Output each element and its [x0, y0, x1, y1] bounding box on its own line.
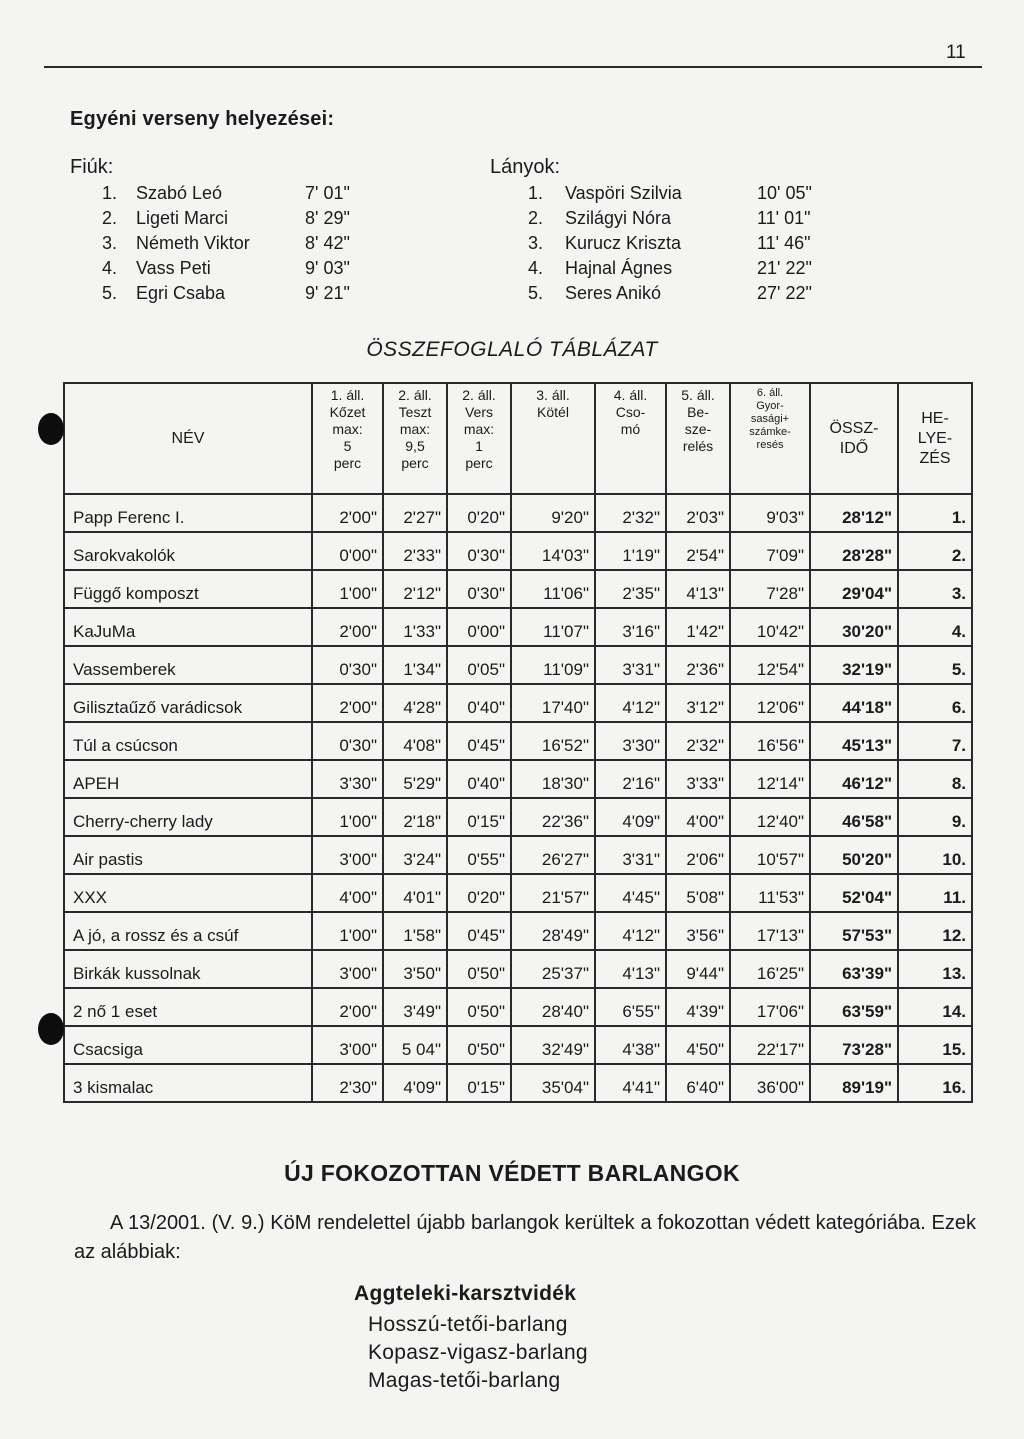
cave-list-item: Kopasz-vigasz-barlang [368, 1341, 588, 1364]
cell-station-3: 26'27" [511, 836, 595, 874]
column-header-station-1: 1. áll. Kőzet max: 5 perc [312, 383, 383, 494]
table-row [64, 608, 972, 646]
cell-station-3: 16'52" [511, 722, 595, 760]
team-name-cell: Függő komposzt [64, 570, 312, 608]
cell-station-1: 1'00" [312, 570, 383, 608]
cell-total-time: 63'59" [810, 988, 898, 1026]
competitor-time: 11' 46" [757, 233, 811, 253]
team-name-cell: 2 nő 1 eset [64, 988, 312, 1026]
boys-rank-row [70, 256, 400, 281]
cell-total-time: 28'12" [810, 494, 898, 532]
girls-rank-row [490, 181, 850, 206]
table-row [64, 684, 972, 722]
team-name-cell: Air pastis [64, 836, 312, 874]
cell-station-1: 2'00" [312, 684, 383, 722]
competitor-name: Vaspöri Szilvia [565, 183, 682, 203]
cell-station-2a: 3'50" [383, 950, 447, 988]
cell-station-4: 4'38" [595, 1026, 666, 1064]
cell-station-2b: 0'40" [447, 760, 511, 798]
cell-station-2a: 2'27" [383, 494, 447, 532]
boys-rank-row [70, 206, 400, 231]
cell-station-2b: 0'45" [447, 722, 511, 760]
team-name-cell: Cherry-cherry lady [64, 798, 312, 836]
team-name-cell: Birkák kussolnak [64, 950, 312, 988]
cell-station-2b: 0'55" [447, 836, 511, 874]
cell-station-5: 5'08" [666, 874, 730, 912]
cell-station-4: 2'32" [595, 494, 666, 532]
table-row [64, 1064, 972, 1102]
boys-heading: Fiúk: [70, 156, 114, 178]
competitor-time: 27' 22" [757, 283, 812, 303]
competitor-name: Seres Anikó [565, 283, 662, 303]
cell-station-3: 25'37" [511, 950, 595, 988]
cell-station-2a: 2'33" [383, 532, 447, 570]
cell-station-2b: 0'50" [447, 988, 511, 1026]
summary-table-title: ÖSSZEFOGLALÓ TÁBLÁZAT [366, 338, 658, 361]
team-name-cell: Papp Ferenc I. [64, 494, 312, 532]
cell-placement: 2. [898, 532, 972, 570]
boys-ranking [70, 156, 400, 306]
cell-station-6: 10'57" [730, 836, 810, 874]
cave-list-item: Magas-tetői-barlang [368, 1369, 561, 1392]
competitor-time: 10' 05" [757, 183, 812, 203]
cell-total-time: 45'13" [810, 722, 898, 760]
cell-station-2b: 0'20" [447, 874, 511, 912]
cell-station-5: 4'00" [666, 798, 730, 836]
cell-station-5: 3'33" [666, 760, 730, 798]
cell-station-1: 4'00" [312, 874, 383, 912]
table-row [64, 836, 972, 874]
boys-rank-row [70, 181, 400, 206]
header-rule [44, 66, 982, 68]
cell-placement: 8. [898, 760, 972, 798]
cell-station-2b: 0'45" [447, 912, 511, 950]
cell-placement: 7. [898, 722, 972, 760]
cell-station-4: 1'19" [595, 532, 666, 570]
cell-station-6: 12'06" [730, 684, 810, 722]
team-name-cell: 3 kismalac [64, 1064, 312, 1102]
competitor-name: Ligeti Marci [136, 208, 229, 228]
team-name-cell: APEH [64, 760, 312, 798]
cell-placement: 16. [898, 1064, 972, 1102]
cell-station-4: 4'12" [595, 684, 666, 722]
cell-station-5: 1'42" [666, 608, 730, 646]
cell-station-1: 2'30" [312, 1064, 383, 1102]
cell-station-5: 2'06" [666, 836, 730, 874]
cell-station-4: 2'35" [595, 570, 666, 608]
table-row [64, 874, 972, 912]
cell-placement: 4. [898, 608, 972, 646]
competitor-time: 8' 42" [305, 233, 350, 253]
caves-heading: ÚJ FOKOZOTTAN VÉDETT BARLANGOK [284, 1160, 740, 1186]
column-header-total-time: ÖSSZ- IDŐ [810, 383, 898, 494]
cell-station-2b: 0'50" [447, 1026, 511, 1064]
cell-station-6: 7'09" [730, 532, 810, 570]
cell-station-2b: 0'50" [447, 950, 511, 988]
cell-station-1: 0'30" [312, 646, 383, 684]
cell-placement: 6. [898, 684, 972, 722]
cell-station-5: 4'39" [666, 988, 730, 1026]
cell-total-time: 63'39" [810, 950, 898, 988]
cell-total-time: 52'04" [810, 874, 898, 912]
cell-station-2a: 3'24" [383, 836, 447, 874]
table-row [64, 494, 972, 532]
cell-station-3: 9'20" [511, 494, 595, 532]
table-row [64, 760, 972, 798]
cell-total-time: 50'20" [810, 836, 898, 874]
cell-placement: 9. [898, 798, 972, 836]
rank-number: 2. [528, 208, 544, 228]
cell-placement: 12. [898, 912, 972, 950]
page-number: 11 [946, 42, 966, 63]
competitor-name: Szilágyi Nóra [565, 208, 672, 228]
individual-title: Egyéni verseny helyezései: [70, 108, 335, 130]
cell-station-2a: 4'08" [383, 722, 447, 760]
cell-station-5: 2'36" [666, 646, 730, 684]
cell-station-6: 16'25" [730, 950, 810, 988]
cell-station-3: 28'49" [511, 912, 595, 950]
cell-station-1: 2'00" [312, 608, 383, 646]
column-header-station-4: 4. áll. Cso- mó [595, 383, 666, 494]
cell-station-2a: 4'09" [383, 1064, 447, 1102]
cell-placement: 10. [898, 836, 972, 874]
cell-station-4: 3'31" [595, 836, 666, 874]
girls-heading: Lányok: [490, 156, 561, 178]
cell-station-2b: 0'05" [447, 646, 511, 684]
cell-placement: 3. [898, 570, 972, 608]
column-header-station-2a: 2. áll. Teszt max: 9,5 perc [383, 383, 447, 494]
cell-station-2a: 1'33" [383, 608, 447, 646]
cell-station-3: 11'07" [511, 608, 595, 646]
cell-station-2b: 0'30" [447, 570, 511, 608]
rank-number: 1. [528, 183, 544, 203]
column-header-placement: HE- LYE- ZÉS [898, 383, 972, 494]
column-header-station-5: 5. áll. Be- sze- relés [666, 383, 730, 494]
cell-station-4: 4'13" [595, 950, 666, 988]
cell-station-6: 16'56" [730, 722, 810, 760]
cell-station-4: 6'55" [595, 988, 666, 1026]
competitor-name: Szabó Leó [136, 183, 223, 203]
cell-station-3: 22'36" [511, 798, 595, 836]
cell-station-6: 12'14" [730, 760, 810, 798]
cell-station-2a: 2'18" [383, 798, 447, 836]
cell-station-3: 11'06" [511, 570, 595, 608]
cell-station-5: 4'50" [666, 1026, 730, 1064]
cell-station-6: 22'17" [730, 1026, 810, 1064]
competitor-name: Egri Csaba [136, 283, 226, 303]
cell-station-1: 1'00" [312, 798, 383, 836]
competitor-time: 8' 29" [305, 208, 350, 228]
cell-placement: 14. [898, 988, 972, 1026]
cell-station-2a: 5'29" [383, 760, 447, 798]
cell-station-3: 28'40" [511, 988, 595, 1026]
rank-number: 1. [102, 183, 118, 203]
cell-station-4: 4'45" [595, 874, 666, 912]
team-name-cell: Vassemberek [64, 646, 312, 684]
cell-station-4: 4'41" [595, 1064, 666, 1102]
cell-station-4: 4'12" [595, 912, 666, 950]
column-header-name: NÉV [64, 383, 312, 494]
competitor-time: 11' 01" [757, 208, 811, 228]
team-name-cell: Csacsiga [64, 1026, 312, 1064]
girls-rank-row [490, 206, 850, 231]
cell-station-4: 4'09" [595, 798, 666, 836]
cell-station-5: 4'13" [666, 570, 730, 608]
cell-station-2b: 0'15" [447, 1064, 511, 1102]
cell-total-time: 32'19" [810, 646, 898, 684]
competitor-time: 9' 21" [305, 283, 350, 303]
cell-station-3: 18'30" [511, 760, 595, 798]
cell-station-4: 3'16" [595, 608, 666, 646]
girls-ranking [490, 156, 850, 306]
cell-station-1: 3'00" [312, 836, 383, 874]
cell-station-6: 12'54" [730, 646, 810, 684]
competitor-name: Kurucz Kriszta [565, 233, 682, 253]
cell-station-6: 9'03" [730, 494, 810, 532]
cell-total-time: 46'12" [810, 760, 898, 798]
rank-number: 4. [528, 258, 544, 278]
table-row [64, 988, 972, 1026]
team-name-cell: A jó, a rossz és a csúf [64, 912, 312, 950]
cell-station-6: 10'42" [730, 608, 810, 646]
cell-station-1: 3'30" [312, 760, 383, 798]
cell-station-3: 32'49" [511, 1026, 595, 1064]
cell-station-2b: 0'15" [447, 798, 511, 836]
cell-station-1: 2'00" [312, 494, 383, 532]
cell-station-3: 17'40" [511, 684, 595, 722]
cell-station-2a: 1'58" [383, 912, 447, 950]
cell-station-2b: 0'20" [447, 494, 511, 532]
girls-rank-row [490, 281, 850, 306]
rank-number: 2. [102, 208, 118, 228]
cell-station-5: 2'54" [666, 532, 730, 570]
rank-number: 4. [102, 258, 118, 278]
cell-station-6: 12'40" [730, 798, 810, 836]
boys-rank-row [70, 281, 400, 306]
cell-station-5: 6'40" [666, 1064, 730, 1102]
cell-station-4: 2'16" [595, 760, 666, 798]
caves-paragraph: A 13/2001. (V. 9.) KöM rendelettel újabb barlangok kerültek a fokozottan védett kategóriába. Ezek az alábbiak: [74, 1212, 976, 1263]
cell-placement: 5. [898, 646, 972, 684]
cell-station-1: 1'00" [312, 912, 383, 950]
cell-station-3: 21'57" [511, 874, 595, 912]
cell-station-6: 17'06" [730, 988, 810, 1026]
column-header-station-3: 3. áll. Kötél [511, 383, 595, 494]
team-name-cell: KaJuMa [64, 608, 312, 646]
competitor-name: Vass Peti [136, 258, 211, 278]
cell-station-2a: 3'49" [383, 988, 447, 1026]
cell-station-6: 11'53" [730, 874, 810, 912]
table-row [64, 646, 972, 684]
cell-total-time: 57'53" [810, 912, 898, 950]
cell-station-5: 9'44" [666, 950, 730, 988]
cell-station-2a: 1'34" [383, 646, 447, 684]
column-header-station-2b: 2. áll. Vers max: 1 perc [447, 383, 511, 494]
cell-total-time: 30'20" [810, 608, 898, 646]
cell-station-2b: 0'00" [447, 608, 511, 646]
team-name-cell: Gilisztaűző varádicsok [64, 684, 312, 722]
boys-rank-row [70, 231, 400, 256]
summary-table [63, 382, 973, 1103]
cell-station-6: 17'13" [730, 912, 810, 950]
table-row [64, 798, 972, 836]
rank-number: 3. [102, 233, 118, 253]
table-row [64, 570, 972, 608]
cell-total-time: 29'04" [810, 570, 898, 608]
cell-station-3: 14'03" [511, 532, 595, 570]
cell-station-5: 3'12" [666, 684, 730, 722]
cell-station-2b: 0'40" [447, 684, 511, 722]
cell-station-5: 2'32" [666, 722, 730, 760]
cell-station-6: 7'28" [730, 570, 810, 608]
cell-total-time: 89'19" [810, 1064, 898, 1102]
region-title: Aggteleki-karsztvidék [354, 1282, 577, 1305]
cell-placement: 15. [898, 1026, 972, 1064]
table-row [64, 532, 972, 570]
cell-placement: 1. [898, 494, 972, 532]
table-row [64, 1026, 972, 1064]
competitor-time: 21' 22" [757, 258, 812, 278]
table-row [64, 950, 972, 988]
table-row [64, 722, 972, 760]
competitor-time: 9' 03" [305, 258, 350, 278]
cell-station-4: 3'30" [595, 722, 666, 760]
cell-station-1: 3'00" [312, 950, 383, 988]
team-name-cell: XXX [64, 874, 312, 912]
cell-station-2a: 4'28" [383, 684, 447, 722]
cell-station-2a: 2'12" [383, 570, 447, 608]
girls-rank-row [490, 256, 850, 281]
cell-station-3: 11'09" [511, 646, 595, 684]
cell-placement: 11. [898, 874, 972, 912]
rank-number: 5. [102, 283, 118, 303]
cell-station-1: 0'00" [312, 532, 383, 570]
cell-station-1: 2'00" [312, 988, 383, 1026]
cell-station-2b: 0'30" [447, 532, 511, 570]
cell-total-time: 44'18" [810, 684, 898, 722]
cell-station-3: 35'04" [511, 1064, 595, 1102]
cell-total-time: 46'58" [810, 798, 898, 836]
cave-list-item: Hosszú-tetői-barlang [368, 1313, 568, 1336]
rank-number: 3. [528, 233, 544, 253]
team-name-cell: Sarokvakolók [64, 532, 312, 570]
cave-list [368, 1311, 588, 1395]
cell-total-time: 28'28" [810, 532, 898, 570]
rank-number: 5. [528, 283, 544, 303]
column-header-station-6: 6. áll. Gyor- sasági+ számke- resés [730, 383, 810, 494]
cell-station-5: 2'03" [666, 494, 730, 532]
cell-station-5: 3'56" [666, 912, 730, 950]
cell-station-1: 3'00" [312, 1026, 383, 1064]
competitor-name: Németh Viktor [136, 233, 250, 253]
binder-hole-bottom [38, 1013, 64, 1045]
cell-placement: 13. [898, 950, 972, 988]
cell-total-time: 73'28" [810, 1026, 898, 1064]
cell-station-4: 3'31" [595, 646, 666, 684]
cell-station-6: 36'00" [730, 1064, 810, 1102]
competitor-time: 7' 01" [305, 183, 350, 203]
table-row [64, 912, 972, 950]
cell-station-1: 0'30" [312, 722, 383, 760]
girls-rank-row [490, 231, 850, 256]
cell-station-2a: 5 04" [383, 1026, 447, 1064]
binder-hole-top [38, 413, 64, 445]
competitor-name: Hajnal Ágnes [565, 258, 673, 278]
cell-station-2a: 4'01" [383, 874, 447, 912]
team-name-cell: Túl a csúcson [64, 722, 312, 760]
